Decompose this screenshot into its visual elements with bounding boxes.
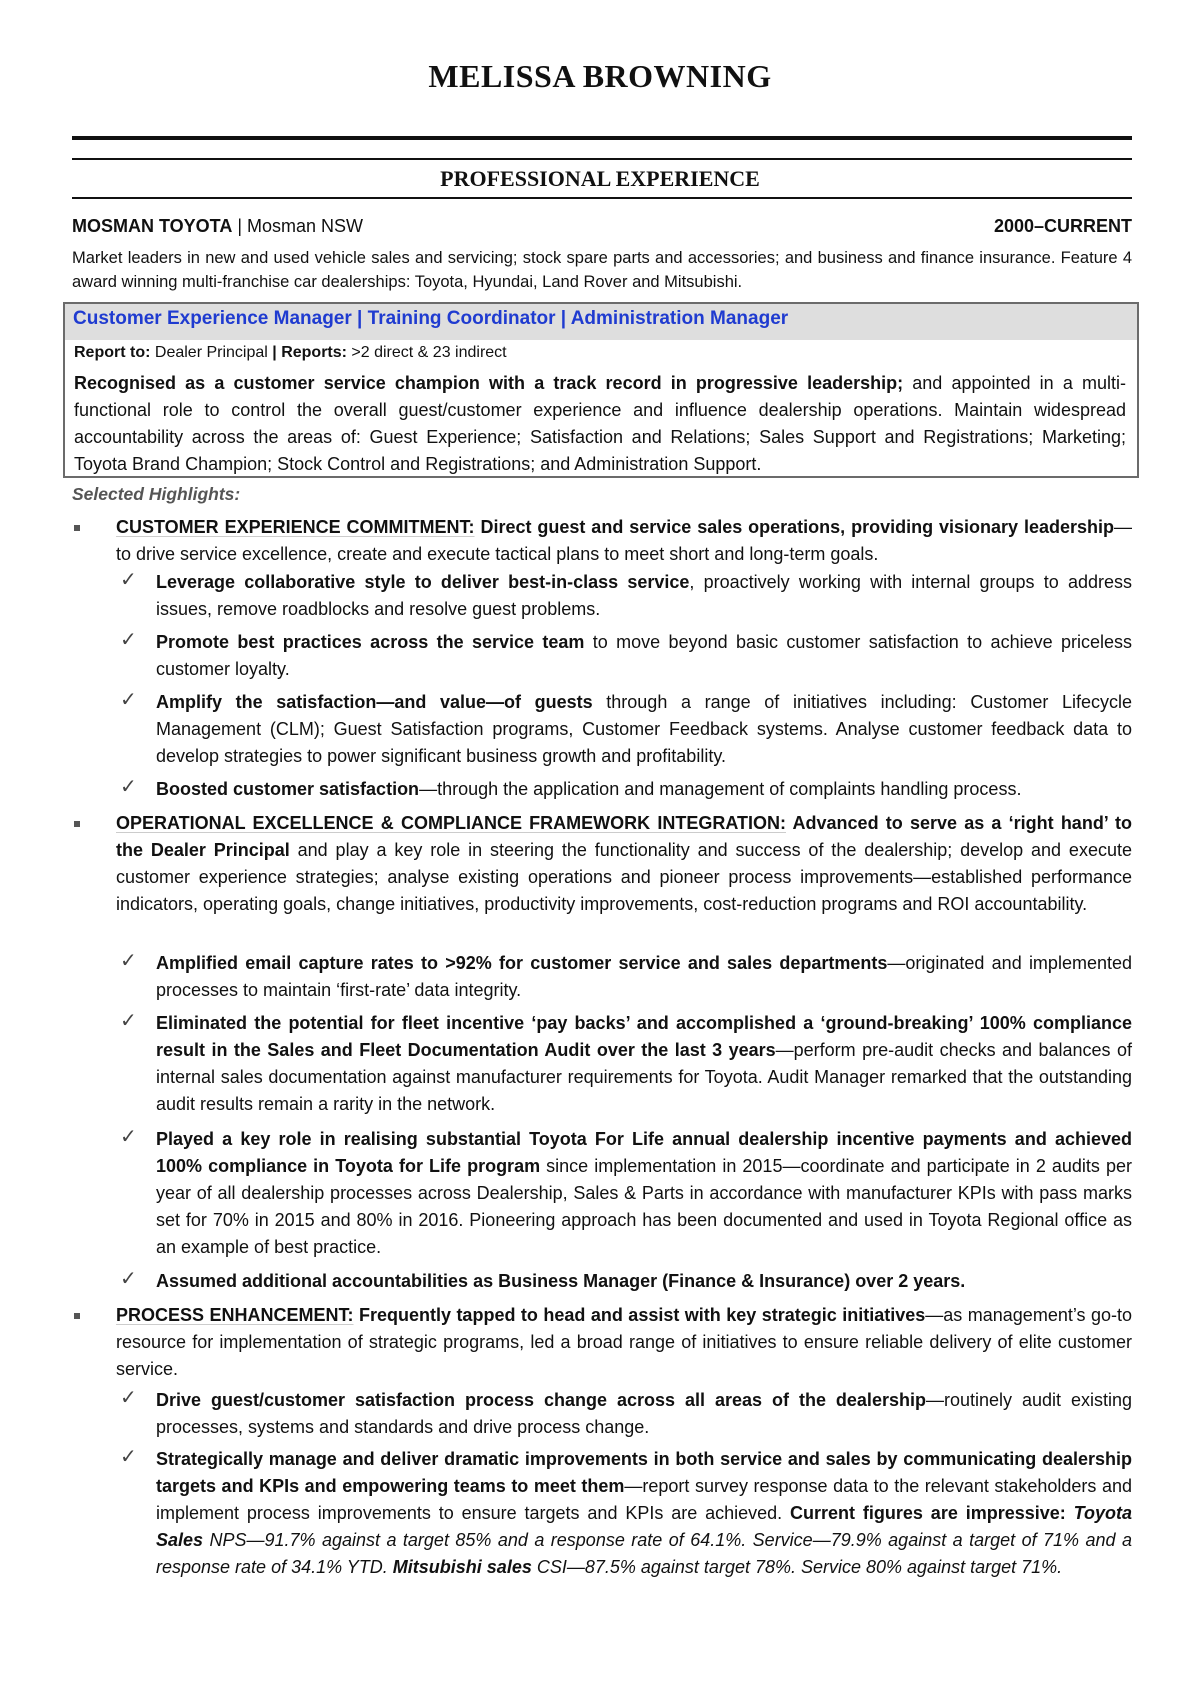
- employer-row: [72, 216, 1132, 237]
- section-rule: [72, 197, 1132, 199]
- role-summary-text: and appointed in a multi-functional role to control the overall guest/customer experience and influence dealership operations. Maintain widespread accountability across the areas of: Guest Experience; Satisfaction and Relations; Sales Support and Registrations; Marketing; Toyota Brand Champion; Stock Control and Registrations; and Administration Support.: [74, 373, 1126, 474]
- checkmark-icon: ✓: [120, 1126, 137, 1148]
- checkmark-icon: ✓: [120, 1387, 137, 1409]
- bullet-text: —as management’s go-to resource for implementation of strategic programs, led a broad range of initiatives to ensure reliable delivery of elite customer service.: [116, 1305, 1133, 1379]
- checkmark-icon: ✓: [120, 1268, 137, 1290]
- bullet-heading: OPERATIONAL EXCELLENCE & COMPLIANCE FRAMEWORK INTEGRATION:: [116, 813, 786, 833]
- bullet-bold-text: Frequently tapped to head and assist with key strategic initiatives: [353, 1305, 926, 1325]
- sub-bullet: [120, 569, 1132, 623]
- checkmark-icon: ✓: [120, 629, 137, 651]
- toyota-sales-label: Toyota Sales: [156, 1503, 1133, 1550]
- sub-bullet: [120, 689, 1133, 770]
- square-bullet-icon: [74, 821, 80, 827]
- sub-bullet: [120, 776, 1132, 803]
- bullet-bold-text: Direct guest and service sales operations, providing visionary leadership: [474, 517, 1114, 537]
- checkmark-icon: ✓: [120, 776, 137, 798]
- sub-bullet-bold: Amplified email capture rates to >92% for customer service and sales departments: [156, 953, 888, 973]
- checkmark-icon: ✓: [120, 1010, 137, 1032]
- sub-bullet-bold: Played a key role in realising substantial Toyota For Life annual dealership incentive payments and achieved 100% compliance in Toyota for Life program: [156, 1129, 1132, 1176]
- employer-heading: [72, 216, 363, 237]
- report-line: [74, 344, 507, 362]
- sub-bullet: [120, 1126, 1133, 1261]
- sub-bullet-text: through a range of initiatives including: Customer Lifecycle Management (CLM); Guest Satisfaction programs, Customer Feedback systems. Analyse customer feedback data to develop strategies to power significant business growth and profitability.: [156, 692, 1133, 766]
- sub-bullet-bold: Promote best practices across the service team: [156, 632, 585, 652]
- sub-bullet-bold: Amplify the satisfaction—and value—of guests: [156, 692, 593, 712]
- employer-separator: |: [232, 216, 248, 236]
- bullet-heading: CUSTOMER EXPERIENCE COMMITMENT:: [116, 517, 475, 537]
- sub-bullet-bold: Assumed additional accountabilities as Business Manager (Finance & Insurance) over 2 years.: [156, 1271, 966, 1291]
- employer-name: MOSMAN TOYOTA: [72, 216, 233, 236]
- checkmark-icon: ✓: [120, 1446, 137, 1468]
- checkmark-icon: ✓: [120, 689, 137, 711]
- candidate-name: MELISSA BROWNING: [428, 58, 772, 94]
- role-summary: [74, 370, 1126, 478]
- sub-bullet: [120, 629, 1132, 683]
- sub-bullet-text: since implementation in 2015—coordinate and participate in 2 audits per year of all dealership processes across Dealership, Sales & Parts in accordance with manufacturer KPIs with pass marks set for 70% in 2015 and 80% in 2016. Pioneering approach has been documented and used in Toyota Regional office as an example of best practice.: [156, 1156, 1133, 1257]
- sub-bullet-text: —routinely audit existing processes, systems and standards and drive process change.: [156, 1390, 1133, 1437]
- highlight-bullet: [116, 810, 1132, 918]
- role-summary-bold: Recognised as a customer service champion with a track record in progressive leadership;: [74, 373, 904, 393]
- reports-label: | Reports:: [272, 344, 347, 361]
- square-bullet-icon: [74, 525, 80, 531]
- sub-bullet-bold: Eliminated the potential for fleet incentive ‘pay backs’ and accomplished a ‘ground-breaking’ 100% compliance result in the Sales and Fleet Documentation Audit over the last 3 years: [156, 1013, 1132, 1060]
- header-rule-thick: [72, 136, 1132, 140]
- sub-bullet: [120, 1387, 1133, 1441]
- sub-bullet-text: —perform pre-audit checks and balances of internal sales documentation against manufacturer requirements for Toyota. Audit Manager remarked that the outstanding audit results remain a rarity in the network.: [156, 1040, 1132, 1114]
- sub-bullet-text: —report survey response data to the relevant stakeholders and implement process improvements to ensure targets and KPIs are achieved.: [156, 1476, 1132, 1523]
- sub-bullet: [120, 950, 1132, 1004]
- employer-description: Market leaders in new and used vehicle sales and servicing; stock spare parts and accessories; and business and finance insurance. Feature 4 award winning multi-franchise car dealerships: Toyota, Hyundai, Land Rover and Mitsubishi.: [72, 249, 1132, 291]
- bullet-text: —to drive service excellence, create and execute tactical plans to meet short and long-term goals.: [116, 517, 1132, 564]
- sub-bullet-text: —originated and implemented processes to maintain ‘first-rate’ data integrity.: [156, 953, 1132, 1000]
- bullet-text: and play a key role in steering the functionality and success of the dealership; develop and execute customer experience strategies; analyse existing operations and pioneer process improvements—established performance indicators, operating goals, change initiatives, productivity improvements, cost-reduction programs and ROI accountability.: [116, 840, 1132, 914]
- bullet-heading: PROCESS ENHANCEMENT:: [116, 1305, 354, 1325]
- sub-bullet-bold: Leverage collaborative style to deliver best-in-class service: [156, 572, 690, 592]
- sub-bullet: [120, 1268, 1132, 1295]
- figures-label: Current figures are impressive:: [790, 1503, 1066, 1523]
- role-title: Customer Experience Manager | Training Coordinator | Administration Manager: [65, 304, 1137, 340]
- checkmark-icon: ✓: [120, 950, 137, 972]
- checkmark-icon: ✓: [120, 569, 137, 591]
- highlight-bullet: [116, 1302, 1132, 1383]
- role-box: [63, 302, 1139, 478]
- sub-bullet-bold: Strategically manage and deliver dramatic improvements in both service and sales by communicating dealership targets and KPIs and empowering teams to meet them: [156, 1449, 1132, 1496]
- report-to-value: Dealer Principal: [150, 344, 273, 361]
- report-to-label: Report to:: [74, 344, 151, 361]
- mitsubishi-sales-label: Mitsubishi sales: [392, 1557, 532, 1577]
- sub-bullet-text: —through the application and management of complaints handling process.: [419, 779, 1022, 799]
- sub-bullet: [120, 1446, 1133, 1581]
- sub-bullet: [120, 1010, 1132, 1118]
- sub-bullet-text: to move beyond basic customer satisfaction to achieve priceless customer loyalty.: [156, 632, 1132, 679]
- highlight-bullet: [116, 514, 1132, 568]
- reports-value: >2 direct & 23 indirect: [346, 344, 507, 361]
- sub-bullet-text: , proactively working with internal groups to address issues, remove roadblocks and resolve guest problems.: [156, 572, 1132, 619]
- bullet-bold-text: Advanced to serve as a ‘right hand’ to the Dealer Principal: [116, 813, 1133, 860]
- sub-bullet-bold: Boosted customer satisfaction: [156, 779, 420, 799]
- section-title: PROFESSIONAL EXPERIENCE: [440, 166, 760, 191]
- toyota-sales-figures: NPS—91.7% against a target 85% and a response rate of 64.1%. Service—79.9% against a target of 71% and a response rate of 34.1% YTD.: [156, 1530, 1132, 1577]
- square-bullet-icon: [74, 1313, 80, 1319]
- employment-dates: 2000–CURRENT: [993, 216, 1132, 236]
- employer-location: Mosman NSW: [247, 216, 364, 236]
- sub-bullet-bold: Drive guest/customer satisfaction process change across all areas of the dealership: [156, 1390, 926, 1410]
- header-rule-thin: [72, 158, 1132, 160]
- mitsubishi-sales-figures: CSI—87.5% against target 78%. Service 80% against target 71%.: [531, 1557, 1063, 1577]
- highlights-label: Selected Highlights:: [72, 484, 241, 504]
